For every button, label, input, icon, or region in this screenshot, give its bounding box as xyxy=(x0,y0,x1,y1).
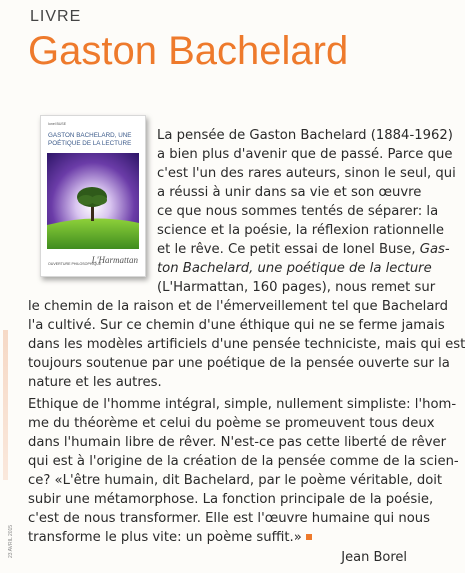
book-collection: OUVERTURE PHILOSOPHIQUE xyxy=(48,262,102,266)
article-line: nature et les autres. xyxy=(28,375,162,390)
article-line: subir une métamorphose. La fonction principale de la poésie, xyxy=(28,492,434,507)
article-line: c'est l'un des rares auteurs, sinon le seul, qui xyxy=(157,166,456,181)
article-line: et le rêve. Ce petit essai de Ionel Buse, xyxy=(157,242,416,257)
article-line-with-italic xyxy=(157,240,450,259)
article-line: a réussi à unir dans sa vie et son œuvre xyxy=(157,185,422,200)
author-signature: Jean Borel xyxy=(341,550,407,565)
article-line: (L'Harmattan, 160 pages), nous remet sur xyxy=(157,280,436,295)
article-line: a bien plus d'avenir que de passé. Parce que xyxy=(157,147,453,162)
article-line: dans l'humain libre de rêver. N'est-ce pas cette liberté de rêver xyxy=(28,435,447,450)
book-title-italic: Gas- xyxy=(419,242,450,257)
article-line: dans les modèles artificiels d'une pensée techniciste, mais qui est xyxy=(28,337,465,352)
side-stripe xyxy=(3,330,8,480)
article-line: l'a cultivé. Sur ce chemin d'une éthique qui ne se ferme jamais xyxy=(28,318,445,333)
book-title: GASTON BACHELARD, UNE POÉTIQUE DE LA LECTURE xyxy=(48,132,132,147)
book-cover-illustration xyxy=(47,153,139,249)
article-line: La pensée de Gaston Bachelard (1884-1962) xyxy=(157,128,453,143)
article-title: Gaston Bachelard xyxy=(28,29,349,73)
article-line: qui est à l'origine de la création de la pensée comme de la scien- xyxy=(28,454,459,469)
article-line: me du théorème et celui du poème se promeuvent tous deux xyxy=(28,416,435,431)
article-line: c'est de nous transformer. Elle est l'œuvre humaine qui nous xyxy=(28,511,431,526)
article-line xyxy=(157,259,432,278)
article-line: toujours soutenue par une poétique de la pensée ouverte sur la xyxy=(28,356,450,371)
article-last-line xyxy=(28,528,312,547)
article-line: ce? «L'être humain, dit Bachelard, par le poème véritable, doit xyxy=(28,473,443,488)
end-mark xyxy=(306,534,312,540)
section-label: LIVRE xyxy=(30,8,82,25)
article-line: Ethique de l'homme intégral, simple, nullement simpliste: l'hom- xyxy=(28,397,457,412)
article-line: ce que nous sommes tentés de séparer: la xyxy=(157,204,439,219)
book-author: Ionel BUSE xyxy=(48,122,67,126)
side-date: 23 AVRIL 2015 xyxy=(8,524,14,558)
article-line: le chemin de la raison et de l'émerveillement tel que Bachelard xyxy=(28,299,448,314)
book-title-italic: ton Bachelard, une poétique de la lecture xyxy=(157,261,432,276)
book-cover xyxy=(40,115,146,277)
book-publisher: L'Harmattan xyxy=(91,255,138,265)
article-line: transforme le plus vite: un poème suffit.» xyxy=(28,530,302,545)
article-line: science et la poésie, la réflexion rationnelle xyxy=(157,223,444,238)
